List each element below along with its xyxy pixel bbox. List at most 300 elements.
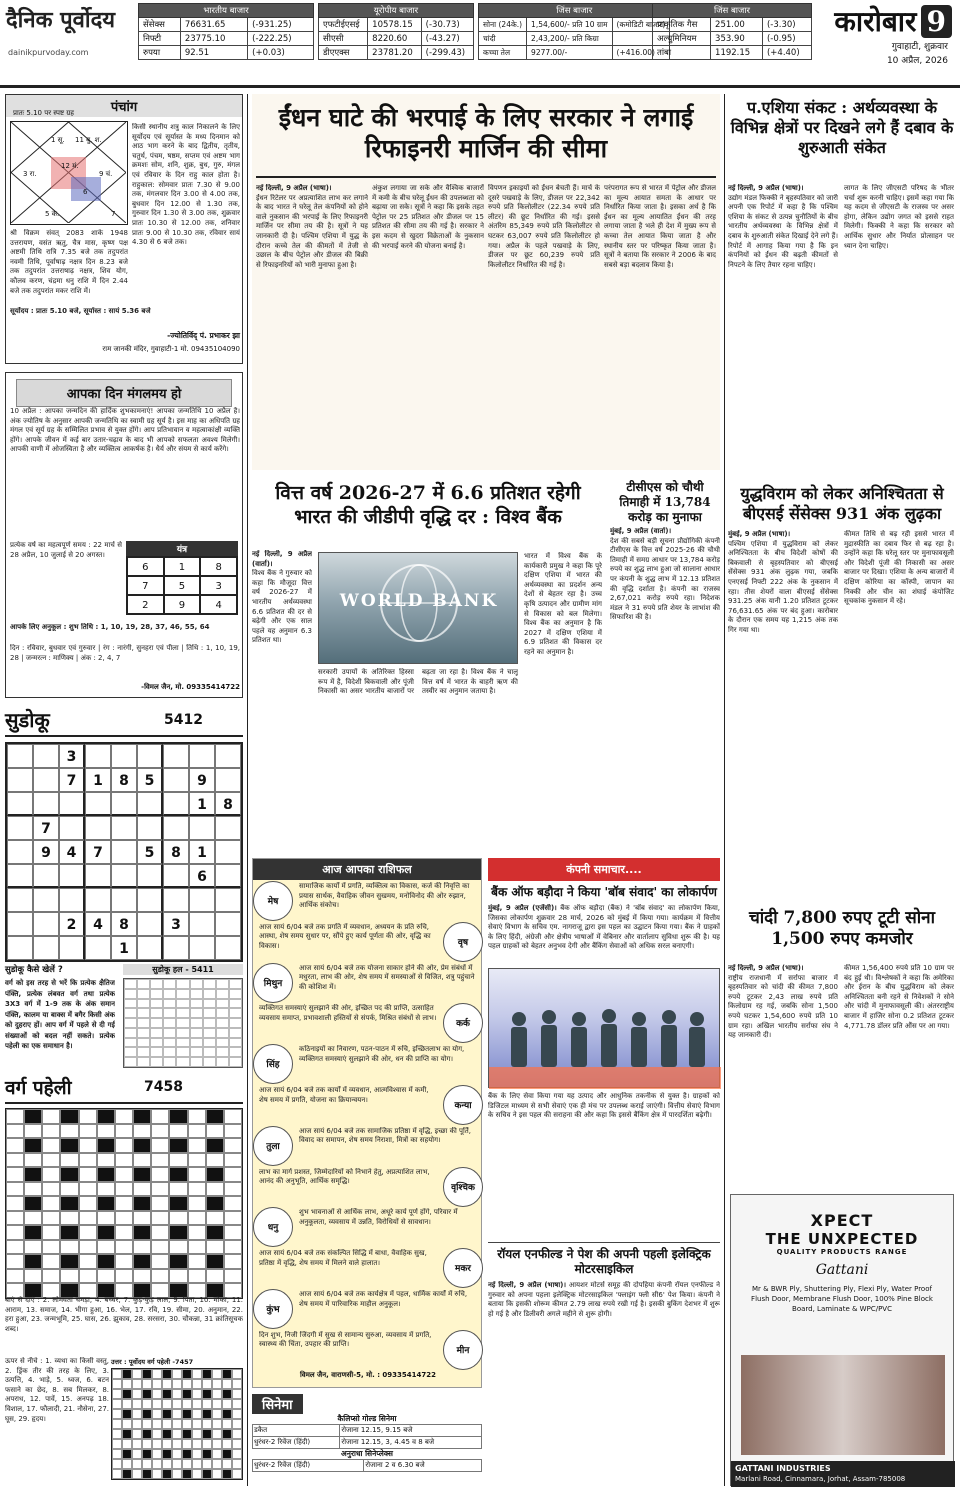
sudoku-cell[interactable] (33, 864, 59, 888)
sudoku-solution-title: सुडोकू हल - 5411 (123, 964, 243, 975)
crossword-cell[interactable] (6, 1182, 24, 1197)
crossword-cell[interactable] (42, 1124, 60, 1139)
ceasefire-col-2: कीमत तिथि से बढ़ रही इससे भारत में मुद्रास्फीति का दबाव फिर से बढ़ रहा है। उन्होंने कहा कि घरेलू स्तर पर मुनाफावसूली और विदेशी पूंजी की निकासी का असर बाजार पर दिखा। एशिया के अन्य बाजारों में दक्षिण कोरिया का कॉस्पी, जापान का निक्की और चीन का शंघाई कंपोजिट सूचकांक नुकसान में रहे। (844, 530, 954, 606)
crossword-cell[interactable] (79, 1254, 97, 1269)
solution-cell (176, 1057, 189, 1067)
crossword-cell[interactable] (24, 1240, 42, 1255)
crossword-cell[interactable] (188, 1109, 206, 1124)
crossword-cell[interactable] (79, 1138, 97, 1153)
crossword-cell[interactable] (188, 1196, 206, 1211)
crossword-cell[interactable] (133, 1182, 151, 1197)
silver-headline[interactable]: चांदी 7,800 रुपए टूटी सोना 1,500 रुपए कमजोर (748, 908, 936, 950)
sudoku-cell[interactable]: 1 (189, 840, 215, 864)
sudoku-cell[interactable] (137, 792, 163, 816)
crossword-title: वर्ग पहेली (5, 1077, 72, 1099)
sudoku-cell[interactable] (215, 768, 241, 792)
sudoku-cell[interactable]: 8 (111, 912, 137, 936)
rashi-item (253, 1003, 483, 1043)
crossword-cell[interactable] (169, 1240, 187, 1255)
commodity-market-title: जिंस बाजार (479, 4, 670, 18)
birthday-text: 10 अप्रैल : आपका जन्मदिन की हार्दिक शुभकामनाएं! आपका जन्मतिथि 10 अप्रैल है। अंक ज्योतिष के अनुसार आपकी जन्मतिथि का स्वामी ग्रह सूर्य है। इस माह का अधिपति ग्रह मंगल एवं सूर्य ग्रह के सम्मिलित प्रभाव से युक्त होंगे। आप प्रतिभावान व महत्वाकांक्षी व्यक्ति होंगे। आपके जीवन में कई बार उतार-चढ़ाव के बाद भी आपको सफलता अवश्य मिलेगी। आपकी वाणी में ओजस्विता है और व्यक्तित्व आकर्षक है। धैर्य और संयम से कार्य करेंगे। (10, 407, 240, 454)
crossword-cell[interactable] (206, 1182, 224, 1197)
answer-cell (132, 1449, 142, 1459)
crossword-cell[interactable] (224, 1196, 242, 1211)
sudoku-cell[interactable] (33, 744, 59, 768)
answer-cell (132, 1459, 142, 1469)
crossword-cell[interactable] (169, 1269, 187, 1284)
crossword-cell[interactable] (42, 1269, 60, 1284)
sudoku-section (5, 706, 243, 1022)
lead-headline[interactable]: ईंधन घाटे की भरपाई के लिए सरकार ने लगाई रिफाइनरी मार्जिन की सीमा (278, 103, 694, 164)
sudoku-cell[interactable]: 1 (85, 768, 111, 792)
crossword-cell[interactable] (115, 1138, 133, 1153)
sudoku-cell[interactable] (137, 744, 163, 768)
crossword-cell[interactable] (6, 1167, 24, 1182)
crossword-cell[interactable] (42, 1138, 60, 1153)
rashi-sign: धनु (253, 1207, 293, 1247)
answer-cell (152, 1449, 162, 1459)
crossword-cell[interactable] (79, 1124, 97, 1139)
crossword-cell (97, 1109, 115, 1124)
sudoku-cell[interactable] (111, 888, 137, 912)
sudoku-cell[interactable] (33, 912, 59, 936)
answer-cell (162, 1459, 172, 1469)
bob-headline[interactable]: बैंक ऑफ बड़ौदा ने किया 'बॉब संवाद' का लोकार्पण (491, 885, 717, 899)
crossword-cell[interactable] (60, 1211, 78, 1226)
sudoku-cell[interactable]: 9 (189, 768, 215, 792)
answer-cell (122, 1449, 132, 1459)
market-name: चांदी (479, 32, 527, 46)
crossword-cell[interactable] (206, 1269, 224, 1284)
sudoku-cell[interactable] (59, 864, 85, 888)
crossword-cell[interactable] (79, 1153, 97, 1168)
crossword-cell[interactable] (60, 1240, 78, 1255)
crossword-cell[interactable] (188, 1211, 206, 1226)
crossword-cell[interactable] (206, 1124, 224, 1139)
crossword-cell[interactable] (79, 1167, 97, 1182)
crossword-cell (169, 1254, 187, 1269)
sudoku-cell[interactable] (7, 888, 33, 912)
crossword-cell (24, 1167, 42, 1182)
crossword-cell[interactable] (188, 1254, 206, 1269)
sudoku-cell[interactable] (111, 792, 137, 816)
rashi-item (253, 1044, 483, 1084)
sudoku-cell[interactable] (163, 864, 189, 888)
ceasefire-dateline: मुंबई, 9 अप्रैल (भाषा)। (728, 530, 791, 538)
sudoku-cell[interactable] (33, 936, 59, 960)
tcs-headline[interactable]: टीसीएस को चौथी तिमाही में 13,784 करोड़ का मुनाफा (619, 480, 711, 524)
crossword-cell[interactable] (224, 1240, 242, 1255)
solution-cell (137, 1057, 150, 1067)
crossword-cell[interactable] (188, 1182, 206, 1197)
table-row (319, 18, 474, 32)
crossword-cell (24, 1225, 42, 1240)
answer-cell (212, 1399, 222, 1409)
sudoku-cell[interactable]: 4 (85, 912, 111, 936)
answer-cell (172, 1459, 182, 1469)
solution-cell (150, 989, 163, 999)
sudoku-cell[interactable]: 6 (189, 864, 215, 888)
sudoku-cell[interactable] (59, 888, 85, 912)
rashi-item (253, 881, 483, 921)
crossword-cell[interactable] (79, 1182, 97, 1197)
sudoku-cell[interactable] (7, 744, 33, 768)
answer-cell (222, 1399, 232, 1409)
gattani-ad[interactable] (730, 1194, 954, 1486)
crossword-cell[interactable] (206, 1153, 224, 1168)
crossword-cell[interactable] (151, 1153, 169, 1168)
crossword-cell[interactable] (97, 1182, 115, 1197)
sudoku-cell[interactable] (137, 864, 163, 888)
crossword-cell[interactable] (42, 1196, 60, 1211)
rashi-text: आज सायं 6/04 बजे तक सामाजिक प्रतिष्ठा में वृद्धि, इच्छा की पूर्ति, विवाद का समापन, शेष समय निराशा, मित्रों का सहयोग। (299, 1126, 471, 1145)
crossword-cell[interactable] (206, 1240, 224, 1255)
crossword-cell[interactable] (24, 1124, 42, 1139)
silver-story (728, 904, 956, 1186)
re-headline[interactable]: रॉयल एनफील्ड ने पेश की अपनी पहली इलेक्ट्रिक मोटरसाइकिल (488, 1242, 720, 1281)
crossword-cell[interactable] (133, 1153, 151, 1168)
sudoku-cell[interactable] (215, 840, 241, 864)
market-change: (+416.00) (612, 46, 670, 60)
solution-cell (176, 1047, 189, 1057)
crossword-cell[interactable] (133, 1240, 151, 1255)
answer-cell (142, 1459, 152, 1469)
answer-cell (132, 1469, 142, 1479)
crossword-cell[interactable] (224, 1182, 242, 1197)
sudoku-cell[interactable] (137, 816, 163, 840)
crossword-cell[interactable] (24, 1269, 42, 1284)
sudoku-cell[interactable] (59, 792, 85, 816)
ad-line-2: THE UNXPECTED (765, 1230, 919, 1248)
sudoku-cell[interactable]: 3 (59, 744, 85, 768)
sudoku-cell[interactable]: 5 (137, 768, 163, 792)
sudoku-cell[interactable] (85, 816, 111, 840)
crossword-cell[interactable] (97, 1240, 115, 1255)
crossword-cell[interactable] (224, 1109, 242, 1124)
sudoku-cell[interactable] (189, 744, 215, 768)
sudoku-cell[interactable] (7, 792, 33, 816)
crossword-cell[interactable] (115, 1196, 133, 1211)
sudoku-cell[interactable] (163, 744, 189, 768)
sudoku-cell[interactable] (163, 768, 189, 792)
answer-cell (192, 1429, 202, 1439)
crossword-cell[interactable] (24, 1153, 42, 1168)
crossword-cell[interactable] (188, 1124, 206, 1139)
crossword-cell[interactable] (6, 1109, 24, 1124)
crossword-cell[interactable] (151, 1109, 169, 1124)
crossword-cell[interactable] (151, 1138, 169, 1153)
answer-cell (112, 1409, 122, 1419)
crossword-cell[interactable] (6, 1254, 24, 1269)
answer-cell (172, 1389, 182, 1399)
crossword-cell[interactable] (42, 1240, 60, 1255)
crossword-cell[interactable] (6, 1153, 24, 1168)
answer-cell (122, 1439, 132, 1449)
crossword-cell (169, 1167, 187, 1182)
crossword-cell[interactable] (115, 1109, 133, 1124)
crossword-cell[interactable] (133, 1269, 151, 1284)
sudoku-cell[interactable]: 1 (189, 792, 215, 816)
tcs-text: देश की सबसे बड़ी सूचना प्रौद्योगिकी कंपनी टीसीएस के वित्त वर्ष 2025-26 की चौथी तिमाही में समग्र आधार पर 13,784 करोड़ रुपये का शुद्ध लाभ हुआ जो सालाना आधार पर कंपनी के शुद्ध लाभ में 12.13 प्रतिशत की वृद्धि दर्शाता है। कंपनी का राजस्व 2,67,021 करोड़ रुपये रहा। निदेशक मंडल ने 31 रुपये प्रति शेयर के लाभांश की सिफारिश की है। (610, 536, 720, 622)
crossword-cell[interactable] (115, 1225, 133, 1240)
crossword-cell[interactable] (97, 1153, 115, 1168)
sudoku-cell[interactable] (85, 792, 111, 816)
sudoku-cell[interactable] (215, 744, 241, 768)
solution-cell (229, 1057, 242, 1067)
sudoku-cell[interactable] (85, 744, 111, 768)
crossword-cell[interactable] (188, 1138, 206, 1153)
market-value: 23781.20 (368, 46, 422, 60)
crossword-cell[interactable] (151, 1254, 169, 1269)
crossword-answer-grid (111, 1368, 243, 1480)
crossword-cell[interactable] (224, 1153, 242, 1168)
newspaper-brand[interactable]: दैनिक पूर्वोदय (6, 7, 116, 33)
sudoku-cell[interactable] (137, 912, 163, 936)
answer-cell (122, 1419, 132, 1429)
crossword-cell[interactable] (224, 1167, 242, 1182)
answer-cell (222, 1419, 232, 1429)
yantra-cell: 3 (200, 576, 237, 595)
crossword-cell[interactable] (79, 1211, 97, 1226)
sudoku-cell[interactable] (215, 888, 241, 912)
crossword-cell[interactable] (115, 1153, 133, 1168)
sudoku-cell[interactable] (85, 864, 111, 888)
sudoku-cell[interactable] (163, 816, 189, 840)
crossword-cell[interactable] (151, 1196, 169, 1211)
solution-cell (150, 1038, 163, 1048)
crossword-cell[interactable] (151, 1211, 169, 1226)
crossword-cell[interactable] (115, 1124, 133, 1139)
crossword-cell[interactable] (60, 1269, 78, 1284)
sudoku-cell[interactable] (163, 936, 189, 960)
crossword-cell[interactable] (188, 1153, 206, 1168)
crossword-cell[interactable] (6, 1124, 24, 1139)
ad-products: Mr & BWR Ply, Shuttering Ply, Flexi Ply, Water Proof Flush Door, Membrane Flush Door, 100% Pine Block Board, Laminate & WPC/PVC (751, 1285, 933, 1313)
crossword-cell[interactable] (6, 1269, 24, 1284)
crossword-cell[interactable] (6, 1240, 24, 1255)
crossword-cell[interactable] (115, 1211, 133, 1226)
sudoku-cell[interactable] (33, 888, 59, 912)
sudoku-cell[interactable]: 8 (163, 840, 189, 864)
solution-cell (190, 1047, 203, 1057)
solution-cell (229, 999, 242, 1009)
crossword-cell[interactable] (115, 1167, 133, 1182)
crossword-cell[interactable] (79, 1225, 97, 1240)
crossword-cell[interactable] (42, 1225, 60, 1240)
sudoku-cell[interactable] (7, 768, 33, 792)
brand-url[interactable]: dainikpurvoday.com (8, 48, 89, 57)
answer-cell (152, 1389, 162, 1399)
crossword-cell[interactable] (188, 1225, 206, 1240)
crossword-cell[interactable] (97, 1211, 115, 1226)
crossword-cell[interactable] (42, 1109, 60, 1124)
sudoku-cell[interactable]: 7 (59, 768, 85, 792)
crossword-cell[interactable] (6, 1138, 24, 1153)
sudoku-cell[interactable]: 8 (111, 768, 137, 792)
solution-cell (216, 1047, 229, 1057)
lead-col-2: अंकुश लगाया जा सके और वैश्विक बाजारों में कमी के बीच घरेलू ईंधन की उपलब्धता को बढ़ाया जा सके। सूत्रों ने कहा कि इसके तहत पेट्रोल पर 25 प्रतिशत और डीजल पर 15 प्रतिशत की सीमा तय की गई है। सरकार ने इस कदम से खुदरा विक्रेताओं के नुकसान की भरपाई करने की योजना बनाई है। (372, 184, 484, 250)
crossword-cell[interactable] (188, 1269, 206, 1284)
rashi-text: आज सायं 6/04 बजे तक योजना साकार होने की ओर, प्रेम संबंधों में मधुरता, लाभ की ओर, शेष समय में समस्याओं से विजित, शत्रु पहुंचाने की कोशिश में। (299, 963, 475, 991)
solution-cell (216, 999, 229, 1009)
sudoku-cell[interactable]: 4 (59, 840, 85, 864)
solution-cell (203, 1038, 216, 1048)
cinema-hall-1: कैलिप्सो गोल्ड सिनेमा (337, 1414, 397, 1423)
crossword-cell[interactable] (97, 1124, 115, 1139)
sudoku-cell[interactable]: 5 (137, 840, 163, 864)
crossword-cell[interactable] (60, 1153, 78, 1168)
west-asia-headline[interactable]: प.एशिया संकट : अर्थव्यवस्था के विभिन्न क्षेत्रों पर दिखने लगे हैं दबाव के शुरुआती संकेत (730, 98, 954, 157)
crossword-cell[interactable] (151, 1240, 169, 1255)
answer-cell (132, 1409, 142, 1419)
sudoku-cell[interactable] (7, 936, 33, 960)
market-name: अल्युमिनियम (653, 32, 711, 46)
crossword-cell[interactable] (115, 1240, 133, 1255)
market-change: (-931.25) (248, 18, 314, 32)
answer-cell (182, 1369, 192, 1379)
crossword-cell[interactable] (224, 1211, 242, 1226)
crossword-cell[interactable] (42, 1167, 60, 1182)
sudoku-cell[interactable]: 1 (111, 936, 137, 960)
sudoku-cell[interactable] (7, 864, 33, 888)
sudoku-cell[interactable]: 3 (163, 912, 189, 936)
sudoku-cell[interactable] (111, 816, 137, 840)
sudoku-cell[interactable] (137, 888, 163, 912)
crossword-cell[interactable] (79, 1109, 97, 1124)
sudoku-cell[interactable]: 2 (59, 912, 85, 936)
crossword-cell[interactable] (115, 1254, 133, 1269)
crossword-cell[interactable] (188, 1240, 206, 1255)
sudoku-cell[interactable] (189, 912, 215, 936)
crossword-cell[interactable] (133, 1211, 151, 1226)
sudoku-cell[interactable] (85, 888, 111, 912)
crossword-cell[interactable] (42, 1254, 60, 1269)
sudoku-cell[interactable]: 7 (33, 816, 59, 840)
answer-cell (162, 1379, 172, 1389)
sudoku-cell[interactable] (111, 864, 137, 888)
sudoku-cell[interactable] (215, 936, 241, 960)
rashi-item (253, 922, 483, 962)
sudoku-cell[interactable]: 7 (85, 840, 111, 864)
answer-cell (112, 1379, 122, 1389)
crossword-cell[interactable] (151, 1269, 169, 1284)
sudoku-cell[interactable] (163, 888, 189, 912)
solution-cell (124, 979, 137, 989)
sudoku-cell[interactable] (215, 864, 241, 888)
crossword-cell[interactable] (169, 1153, 187, 1168)
sudoku-cell[interactable]: 8 (215, 792, 241, 816)
sudoku-grid[interactable] (5, 742, 243, 962)
answer-cell (232, 1419, 242, 1429)
lead-story (252, 94, 720, 470)
crossword-cell[interactable] (6, 1225, 24, 1240)
crossword-cell[interactable] (115, 1182, 133, 1197)
kundli-house: 7 (111, 210, 116, 218)
masthead (0, 0, 960, 88)
sudoku-cell[interactable] (7, 816, 33, 840)
crossword-cell[interactable] (224, 1269, 242, 1284)
crossword-cell[interactable] (115, 1269, 133, 1284)
crossword-grid[interactable] (5, 1108, 243, 1299)
answer-cell (222, 1469, 232, 1479)
crossword-cell[interactable] (206, 1211, 224, 1226)
sudoku-cell[interactable] (215, 816, 241, 840)
sudoku-cell[interactable] (33, 792, 59, 816)
west-asia-text: उद्योग मंडल फिक्की ने बृहस्पतिवार को जारी अपनी एक रिपोर्ट में कहा है कि पश्चिम एशिया के संकट से उत्पन्न चुनौतियों के बीच भारतीय अर्थव्यवस्था के विभिन्न क्षेत्रों में दबाव के शुरुआती संकेत दिखाई देने लगे हैं। रिपोर्ट में आगाह किया गया है कि इन कंपनियों को ईंधन की बढ़ती कीमतों से निपटने के लिए तैयार रहना चाहिए। (728, 193, 838, 269)
crossword-cell[interactable] (133, 1124, 151, 1139)
sudoku-cell[interactable] (137, 936, 163, 960)
answer-cell (112, 1439, 122, 1449)
crossword-cell[interactable] (6, 1211, 24, 1226)
sudoku-cell[interactable] (7, 912, 33, 936)
sudoku-cell[interactable] (215, 912, 241, 936)
crossword-cell[interactable] (224, 1124, 242, 1139)
crossword-cell[interactable] (79, 1196, 97, 1211)
crossword-cell[interactable] (151, 1124, 169, 1139)
crossword-cell[interactable] (42, 1211, 60, 1226)
crossword-cell[interactable] (151, 1182, 169, 1197)
crossword-cell[interactable] (169, 1124, 187, 1139)
crossword-cell[interactable] (24, 1182, 42, 1197)
lead-dateline: नई दिल्ली, 9 अप्रैल (भाषा)। (256, 184, 332, 192)
sudoku-cell[interactable] (33, 768, 59, 792)
sudoku-cell[interactable] (189, 936, 215, 960)
crossword-cell[interactable] (169, 1211, 187, 1226)
sudoku-cell[interactable] (85, 936, 111, 960)
market-change: (-30.73) (421, 18, 473, 32)
crossword-cell[interactable] (224, 1254, 242, 1269)
table-row (139, 46, 314, 60)
crossword-cell[interactable] (60, 1124, 78, 1139)
table-row (253, 1437, 482, 1449)
sudoku-cell[interactable] (111, 744, 137, 768)
crossword-cell[interactable] (224, 1225, 242, 1240)
crossword-cell[interactable] (24, 1211, 42, 1226)
indian-market-table (138, 3, 314, 60)
crossword-cell[interactable] (97, 1269, 115, 1284)
yantra-box (126, 541, 238, 615)
crossword-cell[interactable] (42, 1153, 60, 1168)
sudoku-cell[interactable]: 9 (33, 840, 59, 864)
sudoku-cell[interactable] (189, 888, 215, 912)
answer-cell (222, 1439, 232, 1449)
sudoku-cell[interactable] (59, 936, 85, 960)
sudoku-cell[interactable] (163, 792, 189, 816)
ceasefire-headline[interactable]: युद्धविराम को लेकर अनिश्चितता से बीएसई सेंसेक्स 931 अंक लुढ़का (740, 484, 944, 523)
sudoku-cell[interactable] (189, 816, 215, 840)
yantra-title: यंत्र (126, 541, 238, 556)
crossword-cell[interactable] (79, 1269, 97, 1284)
sudoku-cell[interactable] (111, 840, 137, 864)
crossword-cell (133, 1254, 151, 1269)
market-change: (कमोडिटी बाजार) (612, 18, 670, 32)
crossword-cell[interactable] (224, 1138, 242, 1153)
crossword-cell[interactable] (151, 1167, 169, 1182)
yantra-cell: 6 (127, 557, 164, 576)
solution-cell (124, 1047, 137, 1057)
crossword-cell[interactable] (169, 1182, 187, 1197)
crossword-cell[interactable] (6, 1196, 24, 1211)
crossword-cell[interactable] (42, 1182, 60, 1197)
crossword-cell[interactable] (79, 1240, 97, 1255)
worldbank-headline[interactable]: वित्त वर्ष 2026-27 में 6.6 प्रतिशत रहेगी भारत की जीडीपी वृद्धि दर : विश्व बैंक (275, 482, 581, 528)
sudoku-cell[interactable] (59, 816, 85, 840)
crossword-cell[interactable] (60, 1182, 78, 1197)
sudoku-cell[interactable] (7, 840, 33, 864)
solution-cell (229, 1008, 242, 1018)
crossword-cell[interactable] (188, 1167, 206, 1182)
crossword-cell[interactable] (151, 1225, 169, 1240)
